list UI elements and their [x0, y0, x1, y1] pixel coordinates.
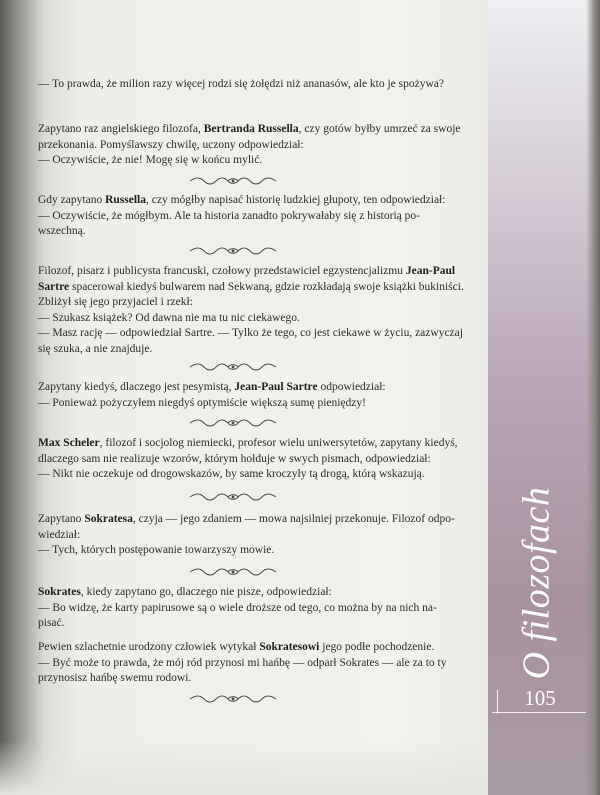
text-line: — Masz rację — odpowiedział Sartre. — Tylko że tego, co jest ciekawe w życiu, zazwyczaj — [38, 327, 463, 339]
text-line: przynosisz hańbę swemu rodowi. — [38, 672, 192, 684]
text-line: — To prawda, że milion razy więcej rodzi się żołędzi niż ananasów, ale kto je spożywa? — [38, 78, 445, 90]
text-line: Pewien szlachetnie urodzony człowiek wytykał Sokratesowi jego podłe pochodzenie. — [38, 641, 435, 653]
anecdote-1 — [38, 122, 468, 169]
text-line: — Być może to prawda, że mój ród przynosi mi hańbę — odparł Sokrates — ale za to ty — [38, 656, 447, 669]
text-line: Sokrates, kiedy zapytano go, dlaczego nie pisze, odpowiedział: — [38, 586, 332, 598]
person-name: Max Scheler — [38, 437, 100, 449]
text-line: — Nikt nie oczekuje od drogowskazów, by same kroczyły tą drogą, którą wskazują. — [38, 468, 425, 480]
person-name: Sokratesa — [84, 513, 133, 525]
text-line: — Szukasz książek? Od dawna nie ma tu nic ciekawego. — [38, 311, 300, 324]
page-number-rule — [492, 712, 586, 713]
person-name: Sartre — [38, 280, 70, 293]
person-name: Jean-Paul Sartre — [234, 381, 318, 393]
text-line: się szuka, a nie znajduje. — [38, 342, 153, 355]
text-line: pisać. — [38, 617, 65, 629]
text-line: Filozof, pisarz i publicysta francuski, czołowy przedstawiciel egzystencjalizmu Jean-Paul — [38, 265, 456, 277]
text-line: Sartre spacerował kiedyś bulwarem nad Sekwaną, gdzie rozkładają swoje książki bukiniści. — [38, 280, 464, 293]
person-name: Jean-Paul — [405, 265, 456, 277]
text-line: — Oczywiście, że mógłbym. Ale ta historia zanadto pokrywałaby się z historią po- — [38, 209, 420, 222]
anecdote-6 — [38, 512, 468, 559]
person-name: Russella — [105, 194, 146, 206]
text-line: przekonania. Pomyślawszy chwilę, uczony odpowiedział: — [38, 138, 304, 151]
anecdote-3 — [38, 264, 468, 357]
page-edge — [586, 0, 600, 795]
person-name: Bertranda Russella — [203, 123, 299, 135]
text-line: Zapytano raz angielskiego filozofa, Bertranda Russella, czy gotów byłby umrzeć za swoje — [38, 123, 461, 135]
text-line: Zapytano Sokratesa, czyja — jego zdaniem — mowa najsilniej przekonuje. Filozof odpo- — [38, 513, 455, 525]
anecdote-0 — [38, 77, 468, 93]
text-line: — Ponieważ pożyczyłem niegdyś optymiście większą sumę pieniędzy! — [38, 396, 366, 409]
ornament-divider — [188, 567, 278, 577]
ornament-divider — [188, 362, 278, 372]
anecdote-2 — [38, 193, 468, 240]
anecdote-4 — [38, 380, 468, 411]
page-number-rule-vertical — [497, 690, 498, 714]
text-line: — Tych, których postępowanie towarzyszy mowie. — [38, 544, 275, 556]
person-name: Sokratesowi — [259, 641, 320, 653]
text-line: Gdy zapytano Russella, czy mógłby napisać historię ludzkiej głupoty, ten odpowiedział: — [38, 194, 446, 206]
text-line: — Oczywiście, że nie! Mogę się w końcu mylić. — [38, 154, 263, 166]
page-number: 105 — [524, 686, 556, 710]
ornament-divider — [188, 176, 278, 186]
ornament-divider — [188, 492, 278, 502]
text-line: wiedział: — [38, 528, 81, 541]
ornament-divider — [188, 694, 278, 704]
text-line: Max Scheler, filozof i socjolog niemiecki, profesor wielu uniwersytetów, zapytany kiedyś, — [38, 437, 458, 449]
ornament-divider — [188, 246, 278, 256]
text-line: — Bo widzę, że karty papirusowe są o wiele droższe od tego, co można by na nich na- — [38, 601, 437, 614]
anecdote-8 — [38, 640, 468, 687]
person-name: Sokrates — [38, 586, 81, 598]
text-line: dlaczego sam nie realizuje wzorów, którym hołduje w swych pismach, odpowiedział: — [38, 452, 431, 465]
chapter-title-text: O filozofach — [515, 486, 558, 679]
ornament-divider — [188, 418, 278, 428]
text-line: Zbliżył się jego przyjaciel i rzekł: — [38, 296, 193, 308]
chapter-side-title — [496, 465, 576, 700]
text-line: wszechną. — [38, 225, 86, 237]
anecdote-7 — [38, 585, 468, 632]
anecdote-5 — [38, 436, 468, 483]
text-line: Zapytany kiedyś, dlaczego jest pesymistą, Jean-Paul Sartre odpowiedział: — [38, 381, 386, 393]
